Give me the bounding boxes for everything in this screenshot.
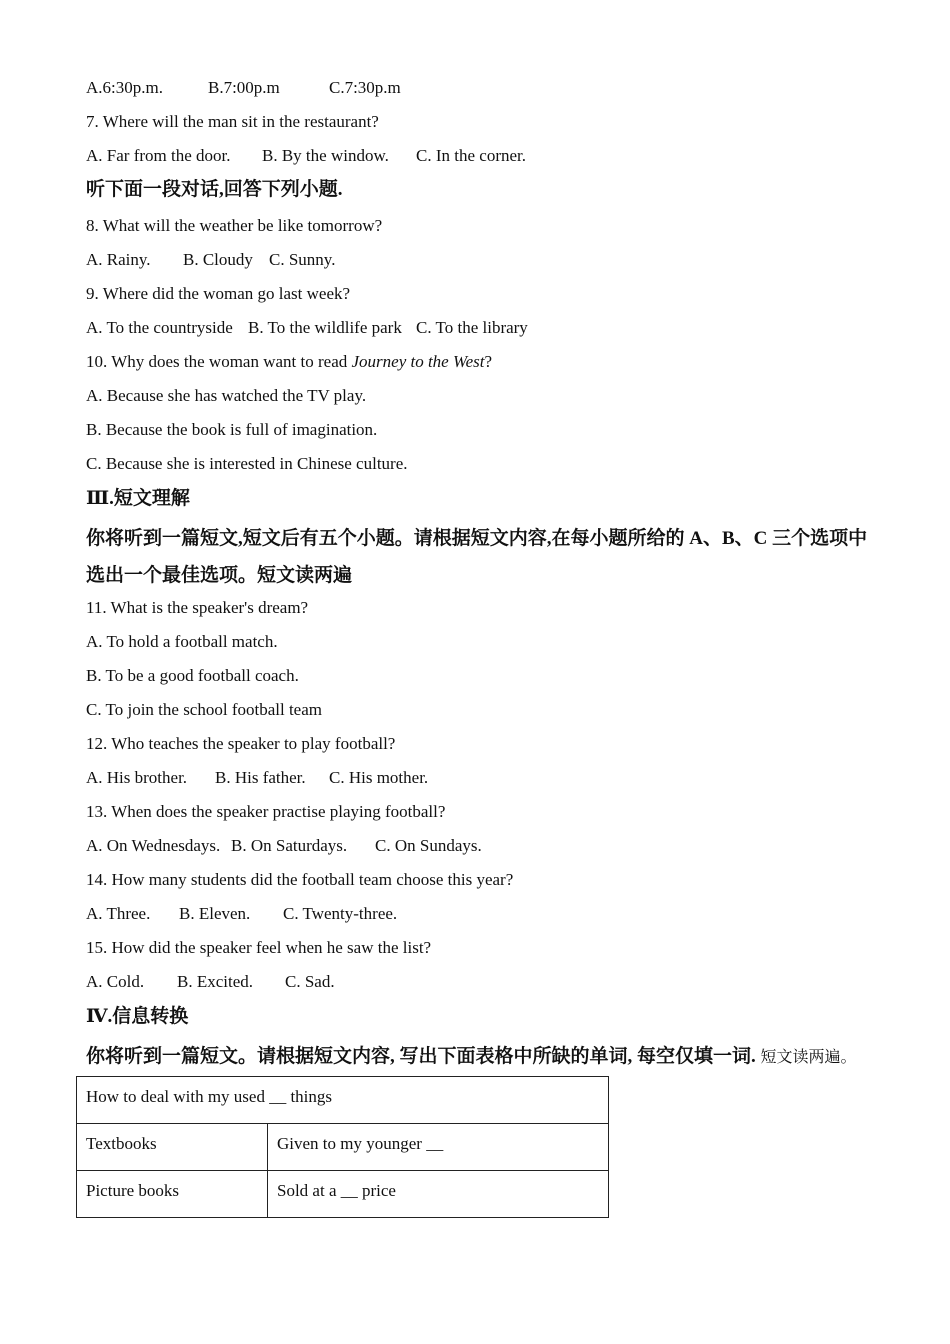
q10-option-c: C. Because she is interested in Chinese culture.: [86, 454, 408, 473]
section3-heading: Ⅲ.短文理解: [86, 488, 190, 509]
exam-page: [86, 78, 876, 1076]
q14-options: [86, 904, 876, 938]
q13-options: [86, 836, 876, 870]
q8-option-b: B. Cloudy: [183, 250, 253, 269]
q6-option-a: A.6:30p.m.: [86, 78, 163, 97]
q9-option-c: C. To the library: [416, 318, 528, 337]
q15-option-a: A. Cold.: [86, 972, 145, 991]
q12-option-b: B. His father.: [215, 768, 306, 787]
table-cell-action: Given to my younger __: [268, 1124, 609, 1171]
q7-option-a: A. Far from the door.: [86, 146, 231, 165]
q11-option-b: B. To be a good football coach.: [86, 666, 299, 685]
q14-question: 14. How many students did the football team choose this year?: [86, 870, 514, 889]
q6-options: [86, 78, 876, 112]
table-row: [77, 1171, 609, 1218]
q13-question: 13. When does the speaker practise playing football?: [86, 802, 446, 821]
q8-option-a: A. Rainy.: [86, 250, 151, 269]
table-row: [77, 1124, 609, 1171]
table-cell-action: Sold at a __ price: [268, 1171, 609, 1218]
section4-note: 短文读两遍。: [760, 1049, 857, 1066]
table-cell-item: Picture books: [77, 1171, 268, 1218]
q12-option-c: C. His mother.: [329, 768, 429, 787]
q12-question: 12. Who teaches the speaker to play football?: [86, 734, 396, 753]
q9-options: [86, 318, 876, 352]
q10-question-prefix: 10. Why does the woman want to read: [86, 352, 352, 371]
q15-options: [86, 972, 876, 1006]
q7-options: [86, 146, 876, 180]
q15-option-c: C. Sad.: [285, 972, 335, 991]
q9-question: 9. Where did the woman go last week?: [86, 284, 351, 303]
q6-option-c: C.7:30p.m: [329, 78, 401, 97]
q9-option-a: A. To the countryside: [86, 318, 233, 337]
q10-option-b: B. Because the book is full of imagination.: [86, 420, 378, 439]
q8-option-c: C. Sunny.: [269, 250, 336, 269]
table-cell-item: Textbooks: [77, 1124, 268, 1171]
q14-option-a: A. Three.: [86, 904, 151, 923]
q10-question: [86, 352, 876, 386]
q9-option-b: B. To the wildlife park: [248, 318, 402, 337]
info-table: [76, 1076, 609, 1218]
q14-option-c: C. Twenty-three.: [283, 904, 398, 923]
q11-option-a: A. To hold a football match.: [86, 632, 278, 651]
q15-question: 15. How did the speaker feel when he saw the list?: [86, 938, 432, 957]
q10-question-suffix: ?: [484, 352, 493, 371]
q12-option-a: A. His brother.: [86, 768, 188, 787]
q14-option-b: B. Eleven.: [179, 904, 251, 923]
section4-instruction-text: 你将听到一篇短文。请根据短文内容, 写出下面表格中所缺的单词, 每空仅填一词.: [86, 1046, 756, 1067]
q12-options: [86, 768, 876, 802]
q8-question: 8. What will the weather be like tomorrow?: [86, 216, 383, 235]
dialogue-instruction: 听下面一段对话,回答下列小题.: [86, 179, 343, 200]
q11-question: 11. What is the speaker's dream?: [86, 598, 309, 617]
q13-option-b: B. On Saturdays.: [231, 836, 348, 855]
q10-option-a: A. Because she has watched the TV play.: [86, 386, 367, 405]
q13-option-a: A. On Wednesdays.: [86, 836, 221, 855]
q7-option-c: C. In the corner.: [416, 146, 526, 165]
q13-option-c: C. On Sundays.: [375, 836, 482, 855]
q7-question: 7. Where will the man sit in the restaurant?: [86, 112, 379, 131]
q6-option-b: B.7:00p.m: [208, 78, 280, 97]
section4-instruction: [86, 1038, 876, 1076]
section3-instruction: 你将听到一篇短文,短文后有五个小题。请根据短文内容,在每小题所给的 A、B、C 三个选项中选出一个最佳选项。短文读两遍: [86, 528, 868, 586]
q7-option-b: B. By the window.: [262, 146, 389, 165]
q8-options: [86, 250, 876, 284]
table-title-row: [77, 1077, 609, 1124]
q11-option-c: C. To join the school football team: [86, 700, 322, 719]
section4-heading: Ⅳ.信息转换: [86, 1006, 189, 1027]
q10-book-title: Journey to the West: [351, 352, 485, 371]
table-title: How to deal with my used __ things: [77, 1077, 609, 1124]
q15-option-b: B. Excited.: [177, 972, 254, 991]
